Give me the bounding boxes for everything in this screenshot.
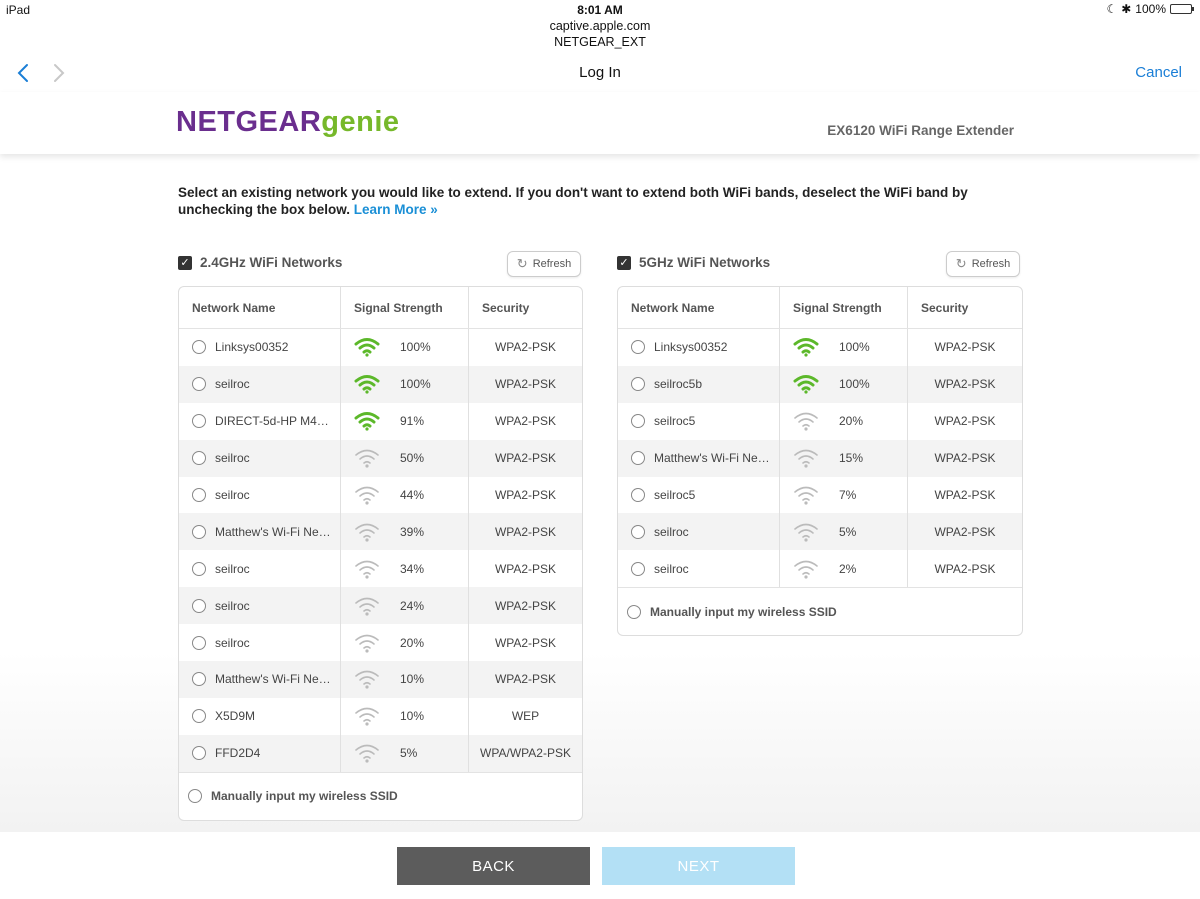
security-type: WPA2-PSK (934, 414, 996, 429)
signal-percent: 100% (839, 377, 870, 392)
signal-cell (341, 513, 469, 550)
band24-network-table (178, 286, 583, 821)
security-type: WPA2-PSK (934, 561, 996, 576)
network-name-cell (179, 624, 341, 661)
security-type: WPA2-PSK (494, 451, 557, 466)
signal-percent: 5% (400, 746, 418, 761)
logo-genie: genie (321, 106, 400, 138)
battery-percent: 100% (1135, 2, 1166, 16)
table-row[interactable] (618, 329, 1022, 366)
network-radio[interactable] (631, 377, 645, 391)
col-network-name: Network Name (618, 287, 780, 328)
signal-percent: 10% (400, 709, 425, 724)
network-name-cell (179, 440, 341, 477)
signal-cell (780, 550, 908, 587)
network-name: seilroc (215, 561, 250, 576)
band5-header (617, 251, 1022, 277)
network-name: Linksys00352 (654, 340, 728, 355)
logo-brand: NETGEAR (176, 106, 322, 138)
wifi-signal-icon (354, 596, 380, 616)
wifi-signal-icon (354, 411, 380, 431)
security-type: WPA2-PSK (934, 377, 996, 392)
signal-cell (341, 366, 469, 403)
network-name: seilroc (215, 598, 250, 613)
security-cell (908, 403, 1022, 440)
network-radio[interactable] (631, 451, 645, 465)
table-row[interactable] (179, 366, 582, 403)
signal-percent: 44% (400, 488, 425, 502)
security-cell (469, 624, 582, 661)
security-cell (469, 550, 582, 587)
netgear-genie-logo (176, 106, 400, 139)
signal-cell (341, 698, 469, 735)
refresh-label: Refresh (971, 258, 1011, 270)
security-type: WPA2-PSK (494, 561, 557, 576)
wifi-signal-icon (354, 522, 380, 542)
network-radio[interactable] (192, 636, 206, 650)
network-name-cell (618, 477, 780, 514)
network-radio[interactable] (631, 562, 645, 576)
signal-cell (341, 403, 469, 440)
network-name: seilroc (215, 488, 250, 502)
learn-more-link[interactable]: Learn More » (353, 202, 438, 217)
network-name-cell (618, 366, 780, 403)
network-radio[interactable] (192, 746, 206, 760)
signal-percent: 20% (400, 635, 425, 650)
wifi-signal-icon (793, 448, 819, 468)
security-type: WPA/WPA2-PSK (480, 746, 571, 761)
signal-cell (341, 477, 469, 514)
band24-refresh-button[interactable] (507, 251, 581, 277)
manual-ssid-label: Manually input my wireless SSID (650, 604, 837, 619)
band24-checkbox[interactable]: ✓ (178, 256, 192, 270)
signal-percent: 2% (839, 561, 857, 576)
network-radio[interactable] (192, 525, 206, 539)
table-row[interactable] (618, 513, 1022, 550)
signal-cell (341, 440, 469, 477)
wifi-signal-icon (354, 448, 380, 468)
security-cell (908, 440, 1022, 477)
network-name-cell (618, 513, 780, 550)
security-type: WEP (511, 709, 540, 724)
band5-refresh-button[interactable] (946, 251, 1020, 277)
security-type: WPA2-PSK (934, 340, 996, 355)
security-cell (908, 513, 1022, 550)
network-name: Matthew's Wi-Fi Ne… (215, 672, 331, 687)
manual-ssid-option[interactable] (618, 587, 1022, 635)
security-type: WPA2-PSK (494, 340, 557, 355)
band24-header (178, 251, 583, 277)
security-cell (908, 477, 1022, 514)
security-cell (469, 329, 582, 366)
network-name: seilroc5b (654, 377, 703, 392)
network-name: seilroc (654, 561, 689, 576)
wifi-signal-icon (354, 559, 380, 579)
table-header (618, 287, 1022, 329)
signal-cell (780, 403, 908, 440)
signal-percent: 20% (839, 414, 864, 429)
table-row[interactable] (179, 440, 582, 477)
col-signal-strength: Signal Strength (341, 287, 469, 328)
signal-cell (341, 550, 469, 587)
network-radio[interactable] (631, 525, 645, 539)
network-name: seilroc (654, 524, 689, 539)
manual-ssid-radio[interactable] (188, 789, 202, 803)
signal-cell (780, 329, 908, 366)
wifi-signal-icon (354, 633, 380, 653)
url-bar (0, 18, 1200, 50)
security-cell (469, 698, 582, 735)
security-cell (469, 513, 582, 550)
security-type: WPA2-PSK (934, 451, 996, 466)
band5-network-table (617, 286, 1023, 636)
intro-text (178, 184, 1018, 218)
network-name-cell (618, 329, 780, 366)
network-name-cell (179, 735, 341, 772)
signal-cell (780, 440, 908, 477)
security-type: WPA2-PSK (494, 488, 557, 502)
col-security: Security (921, 300, 969, 315)
wifi-signal-icon (793, 559, 819, 579)
signal-percent: 91% (400, 414, 425, 429)
table-row[interactable] (618, 403, 1022, 440)
network-name-cell (179, 366, 341, 403)
wifi-signal-icon (793, 337, 819, 357)
security-type: WPA2-PSK (494, 598, 557, 613)
back-button[interactable]: BACK (397, 847, 590, 885)
moon-icon: ☾ (1106, 2, 1118, 16)
battery-icon (1170, 4, 1192, 14)
signal-percent: 5% (839, 524, 857, 539)
signal-percent: 15% (839, 451, 864, 466)
network-radio[interactable] (631, 340, 645, 354)
wifi-signal-icon (793, 522, 819, 542)
table-row[interactable] (179, 329, 582, 366)
signal-percent: 7% (839, 488, 857, 502)
signal-cell (341, 661, 469, 698)
network-name-cell (179, 550, 341, 587)
table-header (179, 287, 582, 329)
security-cell (469, 440, 582, 477)
bluetooth-icon: ✱ (1121, 2, 1132, 16)
network-name-cell (179, 661, 341, 698)
table-row[interactable] (179, 587, 582, 624)
signal-cell (780, 477, 908, 514)
band24-label: 2.4GHz WiFi Networks (200, 255, 343, 270)
network-name: Matthew's Wi-Fi Ne… (654, 451, 770, 466)
col-network-name: Network Name (179, 287, 341, 328)
network-name-cell (179, 587, 341, 624)
intro-body: Select an existing network you would like to extend. If you don't want to extend both WiFi bands, deselect the WiFi band by unchecking the box below. (178, 185, 968, 217)
network-name: seilroc5 (654, 488, 696, 502)
network-name: seilroc (215, 377, 250, 392)
table-row[interactable] (618, 477, 1022, 514)
security-cell (469, 587, 582, 624)
refresh-label: Refresh (532, 258, 572, 270)
table-row[interactable] (618, 440, 1022, 477)
network-radio[interactable] (192, 377, 206, 391)
network-radio[interactable] (631, 414, 645, 428)
signal-percent: 100% (400, 377, 431, 392)
network-name: seilroc (215, 635, 250, 650)
table-row[interactable] (179, 477, 582, 514)
signal-cell (341, 735, 469, 772)
signal-cell (341, 329, 469, 366)
security-type: WPA2-PSK (494, 377, 557, 392)
wifi-signal-icon (793, 411, 819, 431)
network-radio[interactable] (631, 488, 645, 502)
refresh-icon: ↻ (516, 256, 528, 271)
network-radio[interactable] (192, 562, 206, 576)
refresh-icon: ↻ (955, 256, 967, 271)
nav-title: Log In (579, 64, 621, 81)
col-signal-strength: Signal Strength (780, 287, 908, 328)
nav-bar (0, 56, 1200, 92)
table-row[interactable] (618, 550, 1022, 587)
signal-cell (341, 624, 469, 661)
signal-cell (341, 587, 469, 624)
table-row[interactable] (179, 661, 582, 698)
signal-cell (780, 513, 908, 550)
network-name: Linksys00352 (215, 340, 289, 355)
band5-label: 5GHz WiFi Networks (639, 255, 771, 270)
table-row[interactable] (179, 403, 582, 440)
table-row[interactable] (618, 366, 1022, 403)
signal-percent: 100% (839, 340, 870, 355)
page-header (0, 92, 1200, 154)
wifi-signal-icon (354, 337, 380, 357)
network-name-cell (618, 550, 780, 587)
url-text: captive.apple.com (549, 19, 651, 33)
band5-checkbox[interactable]: ✓ (617, 256, 631, 270)
status-bar (0, 0, 1200, 18)
network-name-cell (179, 477, 341, 514)
cancel-button[interactable]: Cancel (1135, 64, 1182, 81)
network-name-cell (618, 440, 780, 477)
network-name: X5D9M (215, 709, 256, 724)
network-radio[interactable] (192, 709, 206, 723)
network-radio[interactable] (192, 340, 206, 354)
security-cell (469, 661, 582, 698)
security-type: WPA2-PSK (494, 414, 557, 429)
security-cell (469, 735, 582, 772)
signal-percent: 100% (400, 340, 431, 355)
network-name: FFD2D4 (215, 746, 261, 761)
network-radio[interactable] (192, 488, 206, 502)
network-radio[interactable] (192, 451, 206, 465)
network-name: Matthew's Wi-Fi Ne… (215, 524, 331, 539)
manual-ssid-option[interactable] (179, 772, 582, 820)
security-type: WPA2-PSK (494, 524, 557, 539)
security-cell (469, 477, 582, 514)
table-row[interactable] (179, 698, 582, 735)
wifi-signal-icon (793, 374, 819, 394)
network-name-cell (179, 403, 341, 440)
status-right (1106, 2, 1192, 16)
wifi-signal-icon (354, 374, 380, 394)
next-button[interactable]: NEXT (602, 847, 795, 885)
signal-cell (780, 366, 908, 403)
ssid-text: NETGEAR_EXT (554, 35, 646, 49)
network-name: seilroc5 (654, 414, 696, 429)
signal-percent: 10% (400, 672, 425, 687)
signal-percent: 50% (400, 451, 425, 466)
security-type: WPA2-PSK (934, 488, 996, 502)
table-row[interactable] (179, 735, 582, 772)
wifi-signal-icon (354, 669, 380, 689)
security-type: WPA2-PSK (934, 524, 996, 539)
network-radio[interactable] (192, 599, 206, 613)
signal-percent: 34% (400, 561, 425, 576)
security-type: WPA2-PSK (494, 672, 557, 687)
wifi-signal-icon (793, 485, 819, 505)
network-name-cell (179, 513, 341, 550)
manual-ssid-label: Manually input my wireless SSID (211, 789, 398, 804)
network-name: DIRECT-5d-HP M4… (215, 414, 329, 429)
network-radio[interactable] (192, 672, 206, 686)
table-row[interactable] (179, 513, 582, 550)
table-row[interactable] (179, 624, 582, 661)
wifi-signal-icon (354, 706, 380, 726)
security-cell (908, 366, 1022, 403)
col-security: Security (482, 300, 530, 315)
security-cell (469, 403, 582, 440)
network-name-cell (618, 403, 780, 440)
manual-ssid-radio[interactable] (627, 605, 641, 619)
security-type: WPA2-PSK (494, 635, 557, 650)
security-cell (469, 366, 582, 403)
clock: 8:01 AM (577, 3, 623, 17)
network-name-cell (179, 329, 341, 366)
signal-percent: 24% (400, 598, 425, 613)
signal-percent: 39% (400, 524, 425, 539)
wifi-signal-icon (354, 485, 380, 505)
security-cell (908, 550, 1022, 587)
device-label: iPad (6, 3, 31, 17)
network-name-cell (179, 698, 341, 735)
network-name: seilroc (215, 451, 250, 466)
security-cell (908, 329, 1022, 366)
wifi-signal-icon (354, 743, 380, 763)
table-row[interactable] (179, 550, 582, 587)
network-radio[interactable] (192, 414, 206, 428)
product-name: EX6120 WiFi Range Extender (827, 123, 1014, 138)
web-content (0, 92, 1200, 899)
